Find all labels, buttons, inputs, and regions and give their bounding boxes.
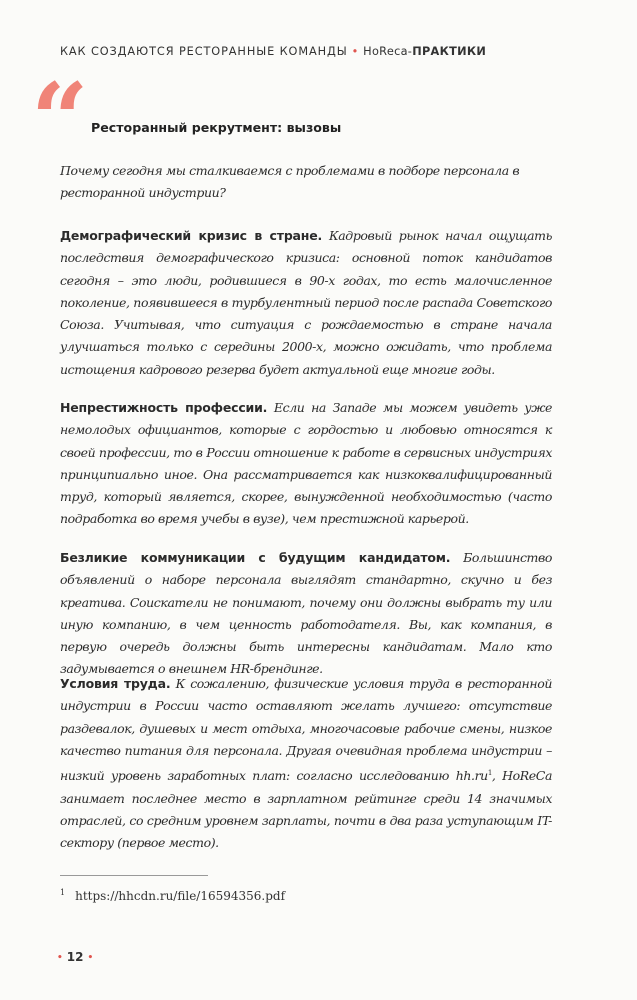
running-header xyxy=(60,45,486,58)
paragraph-text xyxy=(60,676,552,850)
footnote-ref: 1 xyxy=(487,769,492,778)
header-brand-prefix: HoReca- xyxy=(363,45,413,58)
paragraph-lead: Непрестижность профессии. xyxy=(60,400,268,415)
page-number: 12 xyxy=(66,950,84,964)
header-brand xyxy=(363,45,486,58)
paragraph-prestige xyxy=(60,397,552,531)
paragraph-lead: Условия труда. xyxy=(60,676,171,691)
paragraph-text-part: , HoReCa занимает последнее место в зарплатном рейтинге среди 14 значимых отраслей, со средним уровнем зарплаты, почти в два раза уступающим IT-сектору (первое место). xyxy=(60,768,553,851)
header-brand-suffix: ПРАКТИКИ xyxy=(412,45,487,58)
header-separator-dot: • xyxy=(351,45,360,58)
footnote-divider xyxy=(60,875,208,876)
paragraph-text-part: К сожалению, физические условия труда в ресторанной индустрии в России часто оставляют желать лучшего: отсутствие раздевалок, душевых и мест отдыха, многочасовые рабочие смены, низкое качество питания для персонала. Другая очевидная проблема индустрии – низкий уровень заработных плат: согласно исследованию hh.ru xyxy=(60,676,552,784)
footnote-number: 1 xyxy=(60,888,66,897)
footnote-link[interactable]: https://hhcdn.ru/file/16594356.pdf xyxy=(75,889,286,903)
folio-dot-right: • xyxy=(87,953,94,963)
paragraph-text: Большинство объявлений о наборе персонала выглядят стандартно, скучно и без креатива. Соискатели не понимают, почему они должны выбрать ту или иную компанию, в чем ценность работодателя. Вы, как компания, в первую очередь должны быть интересны кандидатам. Мало кто задумывается о внешнем HR-брендинге. xyxy=(60,550,552,677)
folio-dot-left: • xyxy=(57,953,63,963)
paragraph-lead: Демографический кризис в стране. xyxy=(60,228,323,243)
page-folio xyxy=(53,950,97,964)
header-title: КАК СОЗДАЮТСЯ РЕСТОРАННЫЕ КОМАНДЫ xyxy=(60,45,348,58)
section-title: Ресторанный рекрутмент: вызовы xyxy=(91,120,342,135)
paragraph-communications xyxy=(60,547,552,681)
section-intro: Почему сегодня мы сталкиваемся с проблемами в подборе персонала в ресторанной индустрии? xyxy=(60,163,520,200)
paragraph-text: Кадровый рынок начал ощущать последствия демографического кризиса: основной поток кандидатов сегодня – это люди, родившиеся в 90-х годах, то есть малочисленное поколение, появившееся в турбулентный период после распада Советского Союза. Учитывая, что ситуация с рождаемостью в стране начала улучшаться только с середины 2000-х, можно ожидать, что проблема истощения кадрового резерва будет актуальной еще многие годы. xyxy=(60,228,552,377)
paragraph-text: Если на Западе мы можем увидеть уже немолодых официантов, которые с гордостью и любовью относятся к своей профессии, то в России отношение к работе в сервисных индустриях принципиально иное. Она рассматривается как низкоквалифицированный труд, который является, скорее, вынужденной необходимостью (часто подработка во время учебы в вузе), чем престижной карьерой. xyxy=(60,400,552,527)
footnote xyxy=(60,888,285,903)
paragraph-working-conditions xyxy=(60,673,552,855)
quote-mark-icon: “ xyxy=(31,61,89,179)
paragraph-demography xyxy=(60,225,552,381)
paragraph-lead: Безликие коммуникации с будущим кандидатом. xyxy=(60,550,451,565)
